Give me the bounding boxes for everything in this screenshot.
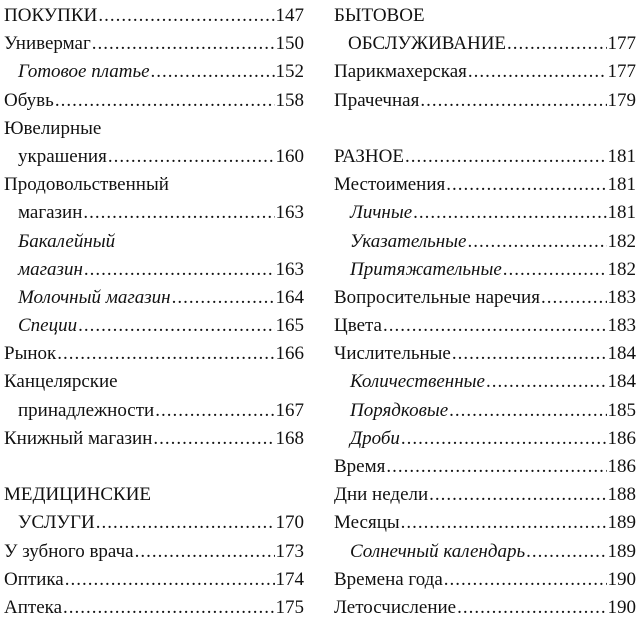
dot-leader	[401, 425, 607, 453]
toc-entry	[334, 171, 636, 199]
dot-leader	[468, 58, 607, 86]
entry-title: Числительные	[334, 343, 451, 365]
page-number: 190	[607, 568, 636, 590]
dot-leader	[452, 340, 607, 368]
entry-title: украшения	[18, 145, 107, 167]
entry-title: МЕДИЦИНСКИЕ	[4, 484, 152, 506]
page-number: 163	[275, 258, 304, 280]
entry-title: Книжный магазин	[4, 427, 153, 449]
entry-title: Притяжательные	[350, 258, 502, 280]
entry-title: Солнечный календарь	[350, 540, 526, 562]
dot-leader	[172, 284, 275, 312]
dot-leader	[108, 143, 275, 171]
page-number: 189	[607, 540, 636, 562]
entry-title: Парикмахерская	[334, 61, 467, 83]
entry-title: Цвета	[334, 315, 382, 337]
entry-title: Универмаг	[4, 33, 91, 55]
dot-leader	[503, 256, 607, 284]
dot-leader	[153, 425, 274, 453]
toc-entry	[4, 2, 304, 30]
toc-entry	[4, 58, 304, 86]
dot-leader	[386, 453, 606, 481]
page-number: 188	[607, 484, 636, 506]
page-number: 186	[607, 456, 636, 477]
toc-entry	[4, 594, 304, 622]
entry-title: Времена года	[334, 568, 443, 590]
toc-entry	[4, 425, 304, 453]
toc-entry	[4, 538, 304, 566]
dot-leader	[457, 594, 606, 622]
dot-leader	[405, 143, 607, 171]
entry-title: Бакалейный	[18, 230, 116, 252]
page-number: 179	[607, 89, 636, 111]
toc-entry	[4, 509, 304, 537]
page-number: 184	[607, 343, 636, 365]
entry-title: ОБСЛУЖИВАНИЕ	[348, 33, 507, 55]
toc-entry	[334, 538, 636, 566]
page-number: 160	[275, 145, 304, 167]
page-number: 158	[275, 89, 304, 111]
toc-entry	[334, 58, 636, 86]
page-number: 177	[607, 61, 636, 83]
blank-line	[334, 115, 636, 143]
toc-entry	[4, 284, 304, 312]
entry-title: Канцелярские	[4, 371, 118, 393]
page-number: 182	[607, 230, 636, 252]
dot-leader	[78, 312, 274, 340]
page-number: 167	[275, 399, 304, 421]
entry-title: принадлежности	[18, 399, 155, 421]
toc-entry	[4, 87, 304, 115]
dot-leader	[96, 509, 275, 537]
dot-leader	[449, 397, 606, 425]
toc-entry	[4, 256, 304, 284]
page-number: 189	[607, 512, 636, 534]
toc-entry	[4, 340, 304, 368]
dot-leader	[84, 256, 275, 284]
dot-leader	[83, 199, 274, 227]
toc-entry	[4, 397, 304, 425]
toc-heading-line	[4, 115, 304, 143]
dot-leader	[57, 340, 274, 368]
entry-title: магазин	[18, 202, 83, 224]
entry-title: Личные	[350, 202, 413, 224]
entry-title: Количественные	[350, 371, 485, 393]
page-number: 184	[607, 371, 636, 393]
entry-title: Продовольственный	[4, 174, 169, 196]
entry-title: Рынок	[4, 343, 57, 365]
entry-title: Специи	[18, 315, 78, 337]
toc-entry	[334, 284, 636, 312]
dot-leader	[444, 566, 607, 594]
page-number: 147	[275, 5, 304, 26]
entry-title: Дроби	[350, 427, 400, 449]
toc-entry	[334, 425, 636, 453]
toc-entry	[334, 256, 636, 284]
page-number: 173	[275, 540, 304, 562]
entry-title: РАЗНОЕ	[334, 145, 404, 167]
page-number: 183	[607, 315, 636, 337]
page-number: 186	[607, 427, 636, 449]
entry-title: Вопросительные наречия	[334, 286, 540, 308]
page-number: 182	[607, 258, 636, 280]
page-number: 174	[275, 568, 304, 590]
toc-entry	[4, 312, 304, 340]
entry-title: Прачечная	[334, 89, 420, 111]
toc-entry	[4, 566, 304, 594]
toc-entry	[334, 397, 636, 425]
entry-title: Летосчисление	[334, 596, 457, 618]
entry-title: Оптика	[4, 568, 64, 590]
entry-title: Указательные	[350, 230, 467, 252]
dot-leader	[63, 594, 274, 622]
dot-leader	[98, 2, 274, 30]
toc-heading-line	[4, 228, 304, 256]
entry-title: Аптека	[4, 596, 63, 618]
dot-leader	[92, 30, 275, 58]
dot-leader	[486, 368, 607, 396]
toc-entry	[334, 143, 636, 171]
entry-title: Готовое платье	[18, 61, 150, 83]
toc-heading-line	[334, 2, 636, 30]
toc-entry	[4, 30, 304, 58]
toc-right-column	[334, 2, 636, 622]
toc-entry	[334, 312, 636, 340]
toc-entry	[334, 30, 636, 58]
page-number: 165	[275, 315, 304, 337]
entry-title: Дни недели	[334, 484, 429, 506]
toc-heading-line	[4, 171, 304, 199]
dot-leader	[65, 566, 275, 594]
dot-leader	[401, 509, 607, 537]
page-number: 150	[275, 33, 304, 55]
dot-leader	[155, 397, 274, 425]
dot-leader	[413, 199, 606, 227]
page-number: 152	[275, 61, 304, 83]
dot-leader	[541, 284, 607, 312]
dot-leader	[507, 30, 606, 58]
dot-leader	[383, 312, 607, 340]
entry-title: Местоимения	[334, 174, 446, 196]
entry-title: Ювелирные	[4, 117, 102, 139]
page-number: 175	[275, 596, 304, 618]
entry-title: Обувь	[4, 89, 54, 111]
toc-entry	[334, 87, 636, 115]
dot-leader	[446, 171, 606, 199]
entry-title: У зубного врача	[4, 540, 134, 562]
dot-leader	[429, 481, 606, 509]
toc-entry	[334, 368, 636, 396]
page-number: 170	[275, 512, 304, 534]
dot-leader	[467, 228, 606, 256]
page-number: 181	[607, 145, 636, 167]
page-number: 190	[607, 596, 636, 618]
blank-line	[4, 453, 304, 481]
toc-entry	[334, 481, 636, 509]
page-number: 181	[607, 202, 636, 224]
dot-leader	[151, 58, 275, 86]
entry-title: Время	[334, 456, 386, 477]
entry-title: Порядковые	[350, 399, 449, 421]
dot-leader	[420, 87, 606, 115]
page-number: 185	[607, 399, 636, 421]
entry-title: УСЛУГИ	[18, 512, 95, 534]
page-number: 181	[607, 174, 636, 196]
toc-left-column	[4, 2, 304, 622]
toc-entry	[334, 340, 636, 368]
page-number: 166	[275, 343, 304, 365]
page-number: 177	[607, 33, 636, 55]
toc-entry	[334, 453, 636, 481]
toc-heading-line	[4, 368, 304, 396]
dot-leader	[526, 538, 606, 566]
toc-entry	[4, 143, 304, 171]
toc-entry	[334, 199, 636, 227]
page-number: 163	[275, 202, 304, 224]
entry-title: Месяцы	[334, 512, 400, 534]
toc-entry	[334, 594, 636, 622]
entry-title: БЫТОВОЕ	[334, 5, 425, 26]
toc-entry	[334, 566, 636, 594]
page-number: 183	[607, 286, 636, 308]
dot-leader	[135, 538, 275, 566]
page-number: 168	[275, 427, 304, 449]
dot-leader	[55, 87, 275, 115]
entry-title: Молочный магазин	[18, 286, 171, 308]
entry-title: ПОКУПКИ	[4, 5, 98, 26]
toc-entry	[4, 199, 304, 227]
page-number: 164	[275, 286, 304, 308]
toc-entry	[334, 228, 636, 256]
toc-entry	[334, 509, 636, 537]
toc-heading-line	[4, 481, 304, 509]
entry-title: магазин	[18, 258, 83, 280]
